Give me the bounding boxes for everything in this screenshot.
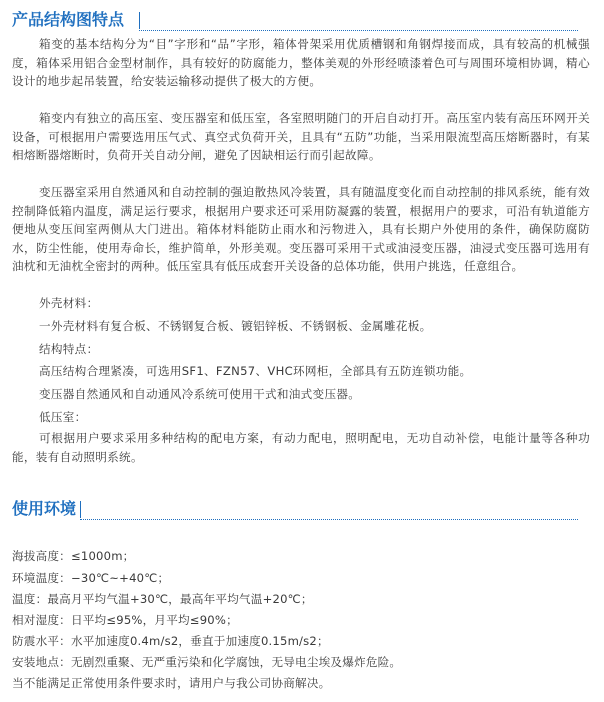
label-low-voltage-room: 低压室：	[39, 410, 87, 424]
env-altitude: 海拔高度：≤1000m；	[12, 549, 135, 563]
section-title: 使用环境	[12, 499, 77, 518]
text-transformer-ventilation: 变压器自然通风和自动通风冷系统可使用干式和油式变压器。	[39, 387, 361, 401]
text-low-voltage-room: 可根据用户要求采用多种结构的配电方案，有动力配电，照明配电，无功自动补偿，电能计量等各种功能，装有自动照明系统。	[12, 431, 590, 464]
env-average-temperature: 温度：最高月平均气温+30℃，最高年平均气温+20℃；	[12, 592, 313, 606]
title-divider	[80, 501, 81, 518]
paragraph-structure-overview: 箱变的基本结构分为“目”字形和“品”字形，箱体骨架采用优质槽钢和角钢焊接而成，具有较高的机械强度，箱体采用铝合金型材制作，具有较好的防腐能力，整体美观的外形经喷漆着色可与周围环境相协调，精心设计的地步起吊装置，给安装运输移动提供了极大的方便。	[12, 37, 590, 88]
paragraph-transformer-room: 变压器室采用自然通风和自动控制的强迫散热风冷装置，具有随温度变化而自动控制的排风系统，能有效控制降低箱内温度，满足运行要求，根据用户要求还可采用防凝露的装置，根据用户的要求，可沿有轨道能方便地从变压间室两侧从大门进出。箱体材料能防止雨水和污物进入，具有长期户外使用的条件，确保防腐防水，防尘性能，使用寿命长，维护简单，外形美观。变压器可采用干式或油浸变压器，油浸式变压器可选用有油枕和无油枕全密封的两种。低压室具有低压成套开关设备的总体功能，供用户挑选，任意组合。	[12, 185, 590, 273]
dotted-rule	[80, 519, 578, 520]
section-header-product-structure	[12, 9, 578, 35]
env-ambient-temperature: 环境温度：−30℃~+40℃；	[12, 571, 170, 585]
text-shell-material: 一外壳材料有复合板、不锈钢复合板、镀铝锌板、不锈钢板、金属雕花板。	[39, 319, 432, 333]
dotted-rule	[139, 30, 578, 31]
label-structure-features: 结构特点：	[39, 342, 99, 356]
label-shell-material: 外壳材料：	[39, 296, 99, 310]
env-seismic-level: 防震水平：水平加速度0.4m/s2，垂直于加速度0.15m/s2；	[12, 634, 329, 648]
title-divider	[139, 12, 140, 29]
section-header-usage-environment	[12, 498, 578, 524]
paragraph-compartments: 箱变内有独立的高压室、变压器室和低压室，各室照明随门的开启自动打开。高压室内装有高压环网开关设备，可根据用户需要选用压气式、真空式负荷开关，且具有“五防”功能，当采用限流型高压熔断器时，有某相熔断器熔断时，负荷开关自动分闸，避免了因缺相运行而引起故障。	[12, 111, 590, 162]
env-relative-humidity: 相对湿度：日平均≤95%，月平均≤90%；	[12, 613, 238, 627]
section-title: 产品结构图特点	[12, 10, 125, 29]
env-note: 当不能满足正常使用条件要求时，请用户与我公司协商解决。	[12, 676, 331, 690]
text-high-voltage-structure: 高压结构合理紧凑，可选用SF1、FZN57、VHC环网柜，全部具有五防连锁功能。	[39, 364, 472, 378]
env-installation-site: 安装地点：无剧烈重聚、无严重污染和化学腐蚀，无导电尘埃及爆炸危险。	[12, 655, 402, 669]
